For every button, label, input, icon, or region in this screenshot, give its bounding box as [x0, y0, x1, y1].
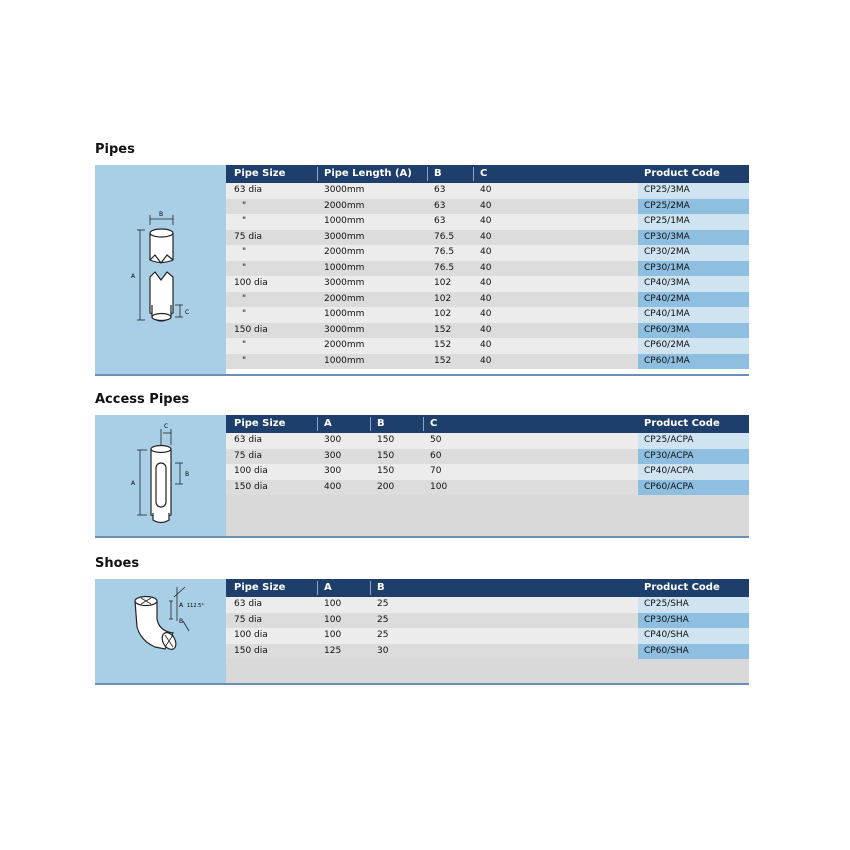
table-cell: 125 [324, 645, 342, 656]
table-cell: 300 [324, 435, 342, 445]
shoe-diagram [95, 579, 226, 683]
column-header: C [480, 168, 488, 179]
table-row [226, 480, 749, 496]
table-cell: 300 [324, 450, 342, 461]
table-header [226, 579, 749, 597]
table-cell: 3000mm [324, 185, 365, 195]
table-row [226, 644, 749, 660]
table-cell: 40 [480, 216, 492, 226]
table-cell: 102 [434, 293, 452, 304]
table-row [226, 628, 749, 644]
table-row [226, 245, 749, 261]
shoes-title: Shoes [95, 556, 140, 571]
dim-c-label: C [164, 423, 169, 430]
table-cell: 25 [377, 630, 389, 640]
table-row [226, 230, 749, 246]
access-pipe-diagram [95, 415, 226, 536]
table-cell: 75 dia [234, 450, 263, 461]
product-code-cell: CP25/1MA [644, 216, 690, 226]
pipe-drawing-icon [95, 165, 226, 374]
access-pipe-drawing-icon [95, 415, 226, 536]
product-code-cell: CP30/ACPA [644, 450, 694, 461]
table-cell: 150 [377, 450, 395, 461]
table-row [226, 464, 749, 480]
table-row [226, 613, 749, 629]
table-row [226, 199, 749, 215]
table-cell: 152 [434, 324, 452, 335]
table-header [226, 165, 749, 183]
table-cell: 50 [430, 435, 442, 445]
table-cell: 40 [480, 309, 492, 319]
table-cell: 40 [480, 355, 492, 366]
table-row [226, 276, 749, 292]
table-cell: 75 dia [234, 231, 263, 242]
divider [95, 374, 749, 376]
table-cell: 150 dia [234, 645, 268, 656]
column-header: B [434, 168, 442, 179]
product-code-cell: CP60/ACPA [644, 481, 694, 492]
product-code-cell: CP25/SHA [644, 599, 689, 609]
dim-b-label: B [185, 471, 190, 478]
table-cell: 40 [480, 231, 492, 242]
table-cell: 100 dia [234, 630, 268, 640]
table-cell: " [242, 355, 247, 366]
table-cell: 2000mm [324, 247, 365, 257]
table-cell: " [242, 309, 247, 319]
product-code-cell: CP40/SHA [644, 630, 689, 640]
table-cell: 100 [324, 599, 342, 609]
product-code-cell: CP25/2MA [644, 200, 690, 211]
table-cell: 40 [480, 200, 492, 211]
column-header: A [324, 418, 332, 429]
column-header: B [377, 418, 385, 429]
table-cell: 150 dia [234, 481, 268, 492]
table-cell: 100 [324, 614, 342, 625]
product-code-cell: CP60/1MA [644, 355, 690, 366]
product-code-cell: CP40/ACPA [644, 466, 694, 476]
column-header: C [430, 418, 438, 429]
table-cell: 102 [434, 278, 452, 288]
table-cell: 3000mm [324, 278, 365, 288]
divider [95, 683, 749, 685]
product-code-cell: CP30/SHA [644, 614, 689, 625]
table-cell: 63 dia [234, 435, 263, 445]
column-header: Pipe Length (A) [324, 168, 412, 179]
table-cell: 63 [434, 216, 446, 226]
column-header: Product Code [644, 582, 720, 593]
product-code-cell: CP60/3MA [644, 324, 690, 335]
table-cell: 102 [434, 309, 452, 319]
shoe-drawing-icon [95, 579, 226, 683]
dim-c-label: C [185, 309, 190, 316]
table-cell: " [242, 293, 247, 304]
table-row [226, 338, 749, 354]
table-cell: 2000mm [324, 293, 365, 304]
shoes-block [95, 579, 749, 685]
table-cell: 152 [434, 355, 452, 366]
table-cell: " [242, 340, 247, 350]
table-cell: 40 [480, 247, 492, 257]
table-cell: 1000mm [324, 309, 365, 319]
table-cell: 3000mm [324, 324, 365, 335]
table-cell: 63 [434, 185, 446, 195]
table-row [226, 183, 749, 199]
table-cell: 400 [324, 481, 342, 492]
product-code-cell: CP30/1MA [644, 262, 690, 273]
divider [95, 536, 749, 538]
table-row [226, 323, 749, 339]
table-cell: 152 [434, 340, 452, 350]
access-pipes-title: Access Pipes [95, 392, 190, 407]
dim-b-label: B [179, 618, 184, 625]
table-cell: 3000mm [324, 231, 365, 242]
table-cell: 75 dia [234, 614, 263, 625]
table-row [226, 354, 749, 370]
table-cell: 1000mm [324, 355, 365, 366]
table-cell: 1000mm [324, 262, 365, 273]
table-row [226, 292, 749, 308]
table-cell: 200 [377, 481, 395, 492]
table-row [226, 214, 749, 230]
table-header [226, 415, 749, 433]
product-code-cell: CP40/1MA [644, 309, 690, 319]
column-header: Pipe Size [234, 418, 286, 429]
table-cell: 150 [377, 466, 395, 476]
table-cell: 40 [480, 278, 492, 288]
table-cell: 150 [377, 435, 395, 445]
table-cell: 100 [430, 481, 448, 492]
dim-a-label: A [179, 602, 184, 609]
table-cell: 40 [480, 293, 492, 304]
table-cell: 40 [480, 324, 492, 335]
table-cell: " [242, 216, 247, 226]
dim-a-label: A [131, 273, 136, 280]
column-header: Product Code [644, 418, 720, 429]
table-filler [226, 659, 749, 683]
table-cell: 150 dia [234, 324, 268, 335]
column-header: Pipe Size [234, 582, 286, 593]
table-cell: 60 [430, 450, 442, 461]
product-code-cell: CP25/3MA [644, 185, 690, 195]
table-cell: 2000mm [324, 340, 365, 350]
dim-a-label: A [131, 480, 136, 487]
table-row [226, 449, 749, 465]
table-cell: 40 [480, 262, 492, 273]
table-cell: 25 [377, 599, 389, 609]
table-cell: 1000mm [324, 216, 365, 226]
column-header: A [324, 582, 332, 593]
table-filler [226, 495, 749, 536]
table-cell: 100 [324, 630, 342, 640]
product-code-cell: CP40/2MA [644, 293, 690, 304]
product-code-cell: CP30/2MA [644, 247, 690, 257]
table-row [226, 307, 749, 323]
table-cell: 70 [430, 466, 442, 476]
table-cell: 63 dia [234, 599, 263, 609]
product-code-cell: CP60/SHA [644, 645, 689, 656]
table-row [226, 433, 749, 449]
table-cell: 63 dia [234, 185, 263, 195]
pipe-diagram [95, 165, 226, 374]
product-code-cell: CP60/2MA [644, 340, 690, 350]
pipes-block [95, 165, 749, 376]
pipes-title: Pipes [95, 142, 135, 157]
column-header: Product Code [644, 168, 720, 179]
access-pipes-block [95, 415, 749, 538]
product-code-cell: CP30/3MA [644, 231, 690, 242]
table-cell: 63 [434, 200, 446, 211]
table-cell: 300 [324, 466, 342, 476]
table-cell: 76.5 [434, 262, 455, 273]
table-cell: 100 dia [234, 278, 268, 288]
angle-label: 112.5° [187, 603, 204, 609]
table-cell: 25 [377, 614, 389, 625]
table-row [226, 597, 749, 613]
table-cell: 30 [377, 645, 389, 656]
table-cell: 40 [480, 185, 492, 195]
product-code-cell: CP40/3MA [644, 278, 690, 288]
table-cell: 2000mm [324, 200, 365, 211]
column-header: Pipe Size [234, 168, 286, 179]
table-cell: " [242, 247, 247, 257]
table-cell: 76.5 [434, 247, 455, 257]
table-cell: " [242, 262, 247, 273]
table-row [226, 261, 749, 277]
table-cell: 100 dia [234, 466, 268, 476]
dim-b-label: B [159, 211, 164, 218]
column-header: B [377, 582, 385, 593]
table-cell: " [242, 200, 247, 211]
table-cell: 76.5 [434, 231, 455, 242]
product-code-cell: CP25/ACPA [644, 435, 694, 445]
table-cell: 40 [480, 340, 492, 350]
